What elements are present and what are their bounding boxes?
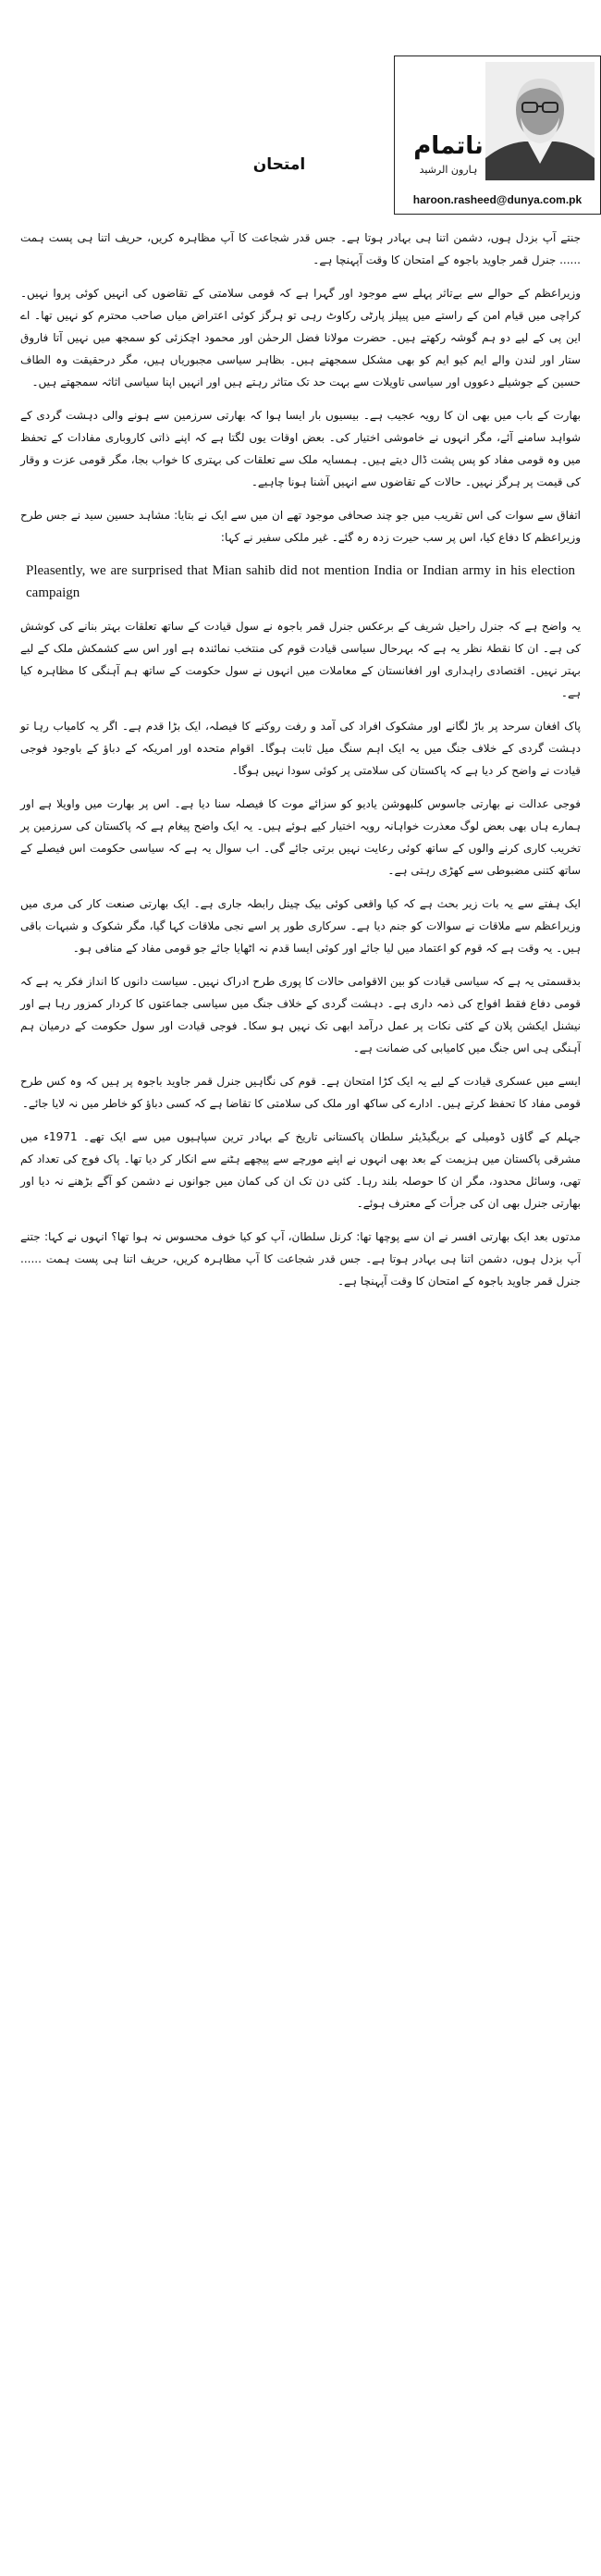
paragraph: پاک افغان سرحد پر باڑ لگانے اور مشکوک افراد کی آمد و رفت روکنے کا فیصلہ، ایک بڑا قدم ہے۔ اگر یہ کامیاب رہا تو دہشت گردی کے خلاف جنگ میں یہ ایک اہم سنگ میل ثابت ہوگا۔ اقوام متحدہ اور امریکہ کے دباؤ کے باوجود فوجی قیادت نے واضح کر دیا ہے کہ پاکستان کی سلامتی پر کوئی سودا نہیں ہوگا۔ bbox=[20, 720, 581, 777]
paragraph: مدتوں بعد ایک بھارتی افسر نے ان سے پوچھا تھا: کرنل سلطان، آپ کو کیا خوف محسوس نہ ہوا تھا؟ انہوں نے کہا: جتنے آپ بزدل ہوں، دشمن اتنا ہی بہادر ہوتا ہے۔ جس قدر شجاعت کا آپ مظاہرہ کریں، حریف اتنا ہی پست ہمت ...... جنرل قمر جاوید باجوہ کے امتحان کا وقت آپہنچا ہے۔ bbox=[20, 1230, 581, 1288]
paragraph: وزیراعظم کے حوالے سے بےتاثر پہلے سے موجود اور گہرا ہے کہ قومی سلامتی کے تقاضوں کی انہیں کوئی پروا نہیں۔ کراچی میں قیام امن کے راستے میں پیپلز پارٹی رکاوٹ رہی تو ہرگز کوئی اعتراض میاں صاحب محترم کو نہیں تھا۔ اے این پی کے لیے دو ہم گوشہ رکھتے ہیں۔ حضرت مولانا فضل الرحمٰن اور محمود اچکزئی کو سمجھ میں نہیں آتا فاروق ستار اور لندن والے ایم کیو ایم کو بھی مشکل سمجھتے ہیں۔ بظاہر سیاسی مجبوریاں ہیں، مگر درحقیقت وہ الطاف حسین کے جوشیلے دعووں اور سیاسی تاویلات سے بہت حد تک متاثر رہتے ہیں اور انہیں اپنا سیاسی اثاثہ سمجھتے ہیں۔ bbox=[20, 287, 581, 388]
column-name: ناتمام bbox=[413, 132, 484, 160]
paragraph: بھارت کے باب میں بھی ان کا رویہ عجیب ہے۔ بیسیوں بار ایسا ہوا کہ بھارتی سرزمین سے ہونے والی دہشت گردی کے شواہد سامنے آئے، مگر انہوں نے خاموشی اختیار کی۔ بعض اوقات یوں لگتا ہے کہ اپنے ذاتی کاروباری مفادات کے تحفظ میں وہ قومی مفاد کو پس پشت ڈال دیتے ہیں۔ ہمسایہ ملک سے تعلقات کی بہتری کا خواب بجا، مگر قومی عزت و وقار کی قیمت پر ہرگز نہیں۔ حالات کے تقاضوں سے انہیں آشنا ہونا چاہیے۔ bbox=[20, 409, 581, 488]
paragraph: فوجی عدالت نے بھارتی جاسوس کلبھوشن یادیو کو سزائے موت کا فیصلہ سنا دیا ہے۔ اس پر بھارت میں واویلا ہے اور ہمارے ہاں بھی بعض لوگ معذرت خواہانہ رویہ اختیار کیے ہوئے ہیں۔ یہ ایک واضح پیغام ہے کہ پاکستان کی سرزمین پر تخریب کاری کرنے والوں کے ساتھ کوئی رعایت نہیں برتی جائے گی۔ اب سوال یہ ہے کہ سیاسی حکومت اس فیصلے کے ساتھ کتنی مضبوطی سے کھڑی رہتی ہے۔ bbox=[20, 797, 581, 877]
paragraph: ایک ہفتے سے یہ بات زیر بحث ہے کہ کیا واقعی کوئی بیک چینل رابطہ جاری ہے۔ ایک بھارتی صنعت کار کی مری میں وزیراعظم سے ملاقات نے سوالات کو جنم دیا ہے۔ سرکاری طور پر اسے نجی ملاقات کہا گیا، مگر شکوک و شبہات باقی ہیں۔ یہ وقت ہے کہ قوم کو اعتماد میں لیا جائے اور کوئی ایسا قدم نہ اٹھایا جائے جو قومی مفاد کے منافی ہو۔ bbox=[20, 897, 581, 955]
author-email[interactable]: haroon.rasheed@dunya.com.pk bbox=[412, 193, 583, 206]
paragraph: جہلم کے گاؤں ڈومیلی کے بریگیڈیئر سلطان پاکستانی تاریخ کے بہادر ترین سپاہیوں میں سے ایک تھے۔ 1971ء میں مشرقی پاکستان میں ہزیمت کے بعد بھی انہوں نے اپنے مورچے سے پیچھے ہٹنے سے انکار کر دیا تھا۔ پاک فوج کی تعداد کم تھی، وسائل محدود، مگر ان کا حوصلہ بلند رہا۔ کئی دن تک ان کی کمان میں جوانوں نے دشمن کو آگے بڑھنے نہ دیا اور بھارتی جنرل بھی ان کی جرأت کے معترف ہوئے۔ bbox=[20, 1130, 581, 1210]
article-body bbox=[17, 227, 584, 1292]
paragraph: بدقسمتی یہ ہے کہ سیاسی قیادت کو بین الاقوامی حالات کا پوری طرح ادراک نہیں۔ سیاست دانوں کا انداز فکر یہ ہے کہ قومی دفاع فقط افواج کی ذمہ داری ہے۔ دہشت گردی کے خلاف جنگ میں سیاسی جماعتوں کا کردار کمزور رہا ہے اور نیشنل ایکشن پلان کے کئی نکات پر عمل درآمد ابھی تک نہیں ہو سکا۔ فوجی قیادت اور سول حکومت کے درمیان ہم آہنگی ہی اس جنگ میں کامیابی کی ضمانت ہے۔ bbox=[20, 975, 581, 1054]
column-header bbox=[17, 0, 584, 227]
author-name: ہارون الرشید bbox=[419, 164, 478, 176]
paragraph: جنتے آپ بزدل ہوں، دشمن اتنا ہی بہادر ہوتا ہے۔ جس قدر شجاعت کا آپ مظاہرہ کریں، حریف اتنا ہی پست ہمت ...... جنرل قمر جاوید باجوہ کے امتحان کا وقت آپہنچا ہے۔ bbox=[20, 231, 581, 266]
paragraph: یہ واضح ہے کہ جنرل راحیل شریف کے برعکس جنرل قمر باجوہ نے سول قیادت کے ساتھ تعلقات بہتر بنانے کی کوشش کی ہے۔ ان کا نقطۂ نظر یہ ہے کہ بہرحال سیاسی قیادت قوم کی منتخب نمائندہ ہے اور اس سے کشمکش ملک کے لیے بہتر نہیں۔ اقتصادی راہداری اور افغانستان کے معاملات میں انہوں نے سول حکومت کے ساتھ ہم آہنگی کا مظاہرہ کیا ہے۔ bbox=[20, 620, 581, 699]
author-photo bbox=[485, 62, 595, 180]
english-quote: Pleasently, we are surprised that Mian sahib did not mention India or Indian army in his election campaign bbox=[26, 563, 575, 600]
author-portrait-icon bbox=[485, 62, 595, 180]
paragraph: اتفاق سے سوات کی اس تقریب میں جو چند صحافی موجود تھے ان میں سے ایک نے بتایا: مشاہد حسین سید نے جس طرح وزیراعظم کا دفاع کیا، اس پر سب حیرت زدہ رہ گئے۔ غیر ملکی سفیر نے کہا: bbox=[20, 509, 581, 544]
author-box bbox=[394, 55, 601, 215]
article-title: امتحان bbox=[252, 155, 306, 174]
paragraph: ایسے میں عسکری قیادت کے لیے یہ ایک کڑا امتحان ہے۔ قوم کی نگاہیں جنرل قمر جاوید باجوہ پر ہیں کہ وہ کس طرح قومی مفاد کا تحفظ کرتے ہیں۔ ادارے کی ساکھ اور ملک کی سلامتی کا تقاضا ہے کہ کسی دباؤ کو خاطر میں نہ لایا جائے۔ bbox=[20, 1075, 581, 1110]
